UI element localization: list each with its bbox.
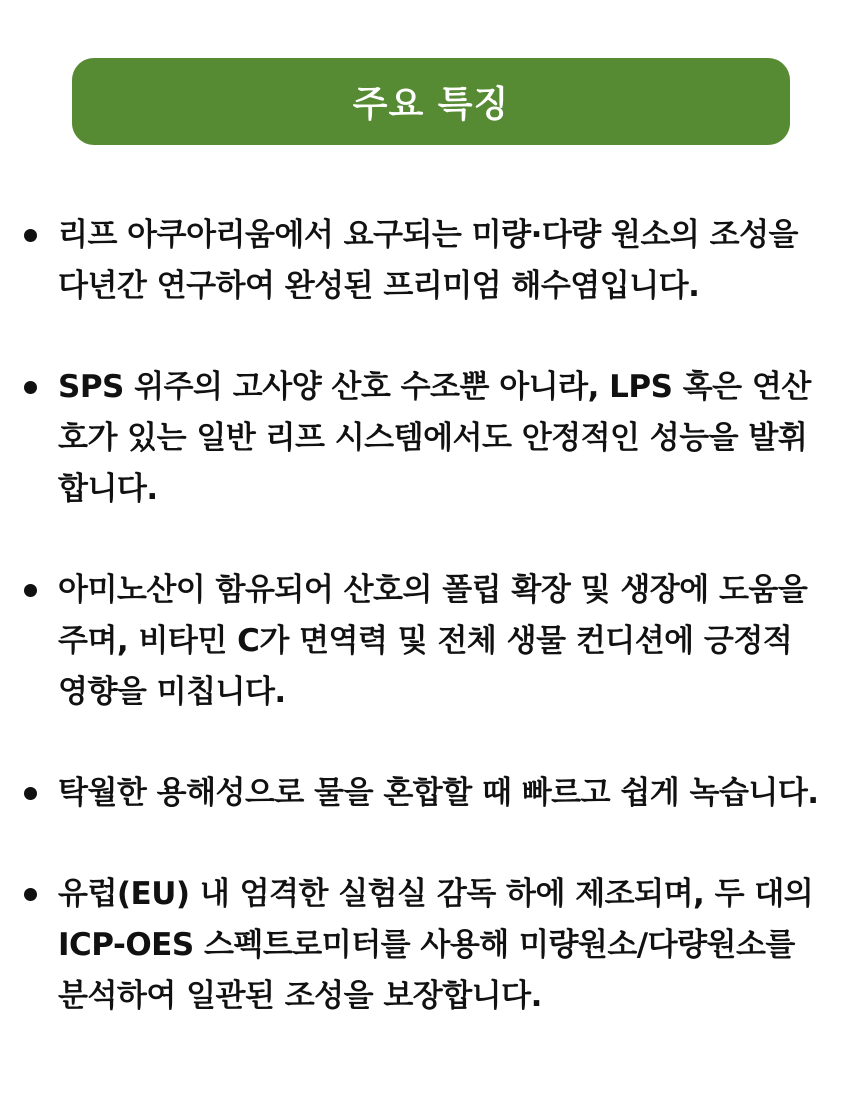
feature-text-line: 합니다. [58,471,158,507]
feature-item [20,565,850,718]
feature-text-line: 분석하여 일관된 조성을 보장합니다. [58,978,542,1014]
feature-text-line: 탁월한 용해성으로 물을 혼합할 때 빠르고 쉽게 녹습니다. [58,775,819,811]
feature-text-line: 아미노산이 함유되어 산호의 폴립 확장 및 생장에 도움을 [58,572,808,608]
feature-text-line: 주며, 비타민 C가 면역력 및 전체 생물 컨디션에 긍정적 [58,623,793,659]
feature-text-line: 리프 아쿠아리움에서 요구되는 미량·다량 원소의 조성을 [58,217,798,253]
bullet-icon [24,229,37,242]
feature-text-line: 유럽(EU) 내 엄격한 실험실 감독 하에 제조되며, 두 대의 [58,876,814,912]
bullet-icon [24,381,37,394]
bullet-icon [24,787,37,800]
feature-text-line: SPS 위주의 고사양 산호 수조뿐 아니라, LPS 혹은 연산 [58,369,811,405]
feature-item [20,768,850,819]
bullet-icon [24,888,37,901]
feature-item [20,362,850,515]
section-title: 주요 특징 [352,84,510,125]
section-header [72,58,790,145]
feature-item [20,210,850,312]
feature-text-line: 호가 있는 일반 리프 시스템에서도 안정적인 성능을 발휘 [58,420,808,456]
feature-text-line: 영향을 미칩니다. [58,674,286,710]
feature-list [20,210,850,1072]
bullet-icon [24,584,37,597]
feature-item [20,869,850,1022]
feature-text-line: 다년간 연구하여 완성된 프리미엄 해수염입니다. [58,268,700,304]
feature-text-line: ICP-OES 스펙트로미터를 사용해 미량원소/다량원소를 [58,927,795,963]
